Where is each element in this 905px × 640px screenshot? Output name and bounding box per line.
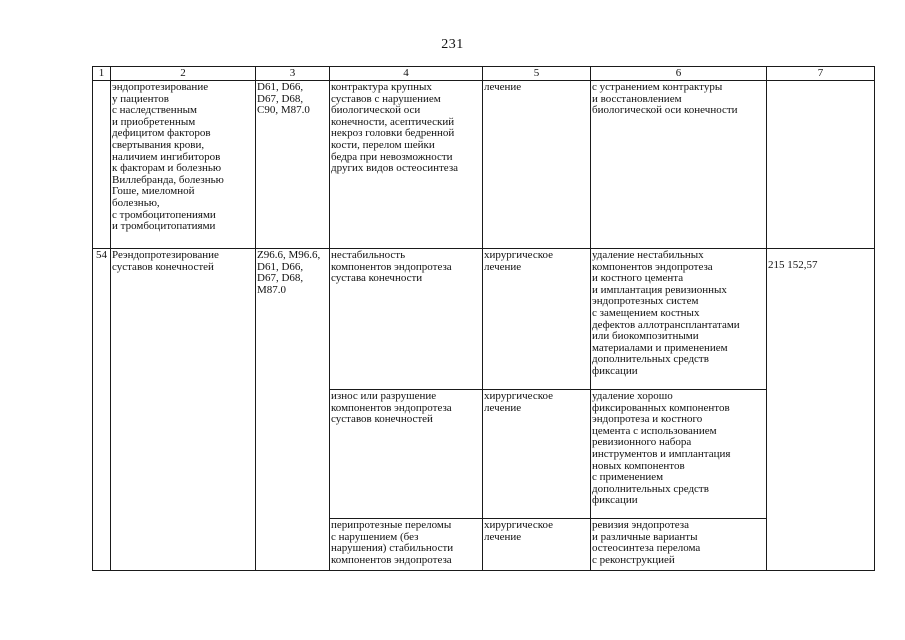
column-number: 3 [256, 67, 330, 81]
column-number: 1 [93, 67, 111, 81]
column-number-row [93, 67, 875, 81]
treatment-type-cell: хирургическое лечение [483, 390, 591, 519]
diagnosis-code-cell: Z96.6, M96.6, D61, D66, D67, D68, M87.0 [256, 249, 330, 571]
disease-model-cell: контрактура крупных суставов с нарушением биологической оси конечности, асептический некроз головки бедренной кости, перелом шейки бедра при невозможности других видов остеосинтеза [330, 81, 483, 249]
page-number: 231 [441, 37, 464, 52]
cost-cell: 215 152,57 [767, 249, 875, 571]
treatment-type-cell: хирургическое лечение [483, 249, 591, 390]
treatment-method-cell: ревизия эндопротеза и различные варианты остеосинтеза перелома с реконструкцией [591, 519, 767, 571]
column-number: 4 [330, 67, 483, 81]
row-number-cell [93, 81, 111, 249]
disease-model-cell: перипротезные переломы с нарушением (без нарушения) стабильности компонентов эндопротеза [330, 519, 483, 571]
treatment-method-cell: с устранением контрактуры и восстановлением биологической оси конечности [591, 81, 767, 249]
treatment-method-cell: удаление нестабильных компонентов эндопротеза и костного цемента и имплантация ревизионных эндопротезных систем с замещением костных дефектов аллотрансплантатами или биокомпозитными материалами и применением дополнительных средств фиксации [591, 249, 767, 390]
column-number: 7 [767, 67, 875, 81]
treatment-type-cell: лечение [483, 81, 591, 249]
row-number-cell: 54 [93, 249, 111, 571]
procedures-table [92, 66, 875, 571]
disease-model-cell: нестабильность компонентов эндопротеза сустава конечности [330, 249, 483, 390]
table-row [93, 81, 875, 249]
treatment-method-cell: удаление хорошо фиксированных компонентов эндопротеза и костного цемента с использованием ревизионного набора инструментов и имплантация новых компонентов с применением дополнительных средств фиксации [591, 390, 767, 519]
disease-model-cell: износ или разрушение компонентов эндопротеза суставов конечностей [330, 390, 483, 519]
column-number: 2 [111, 67, 256, 81]
diagnosis-code-cell: D61, D66, D67, D68, C90, M87.0 [256, 81, 330, 249]
table-row [93, 249, 875, 390]
cost-cell [767, 81, 875, 249]
procedure-name-cell: эндопротезирование у пациентов с наследственным и приобретенным дефицитом факторов свертывания крови, наличием ингибиторов к факторам и болезнью Виллебранда, болезнью Гоше, миеломной болезнью, с тромбоцитопениями и тромбоцитопатиями [111, 81, 256, 249]
column-number: 6 [591, 67, 767, 81]
treatment-type-cell: хирургическое лечение [483, 519, 591, 571]
column-number: 5 [483, 67, 591, 81]
procedure-name-cell: Реэндопротезирование суставов конечностей [111, 249, 256, 571]
